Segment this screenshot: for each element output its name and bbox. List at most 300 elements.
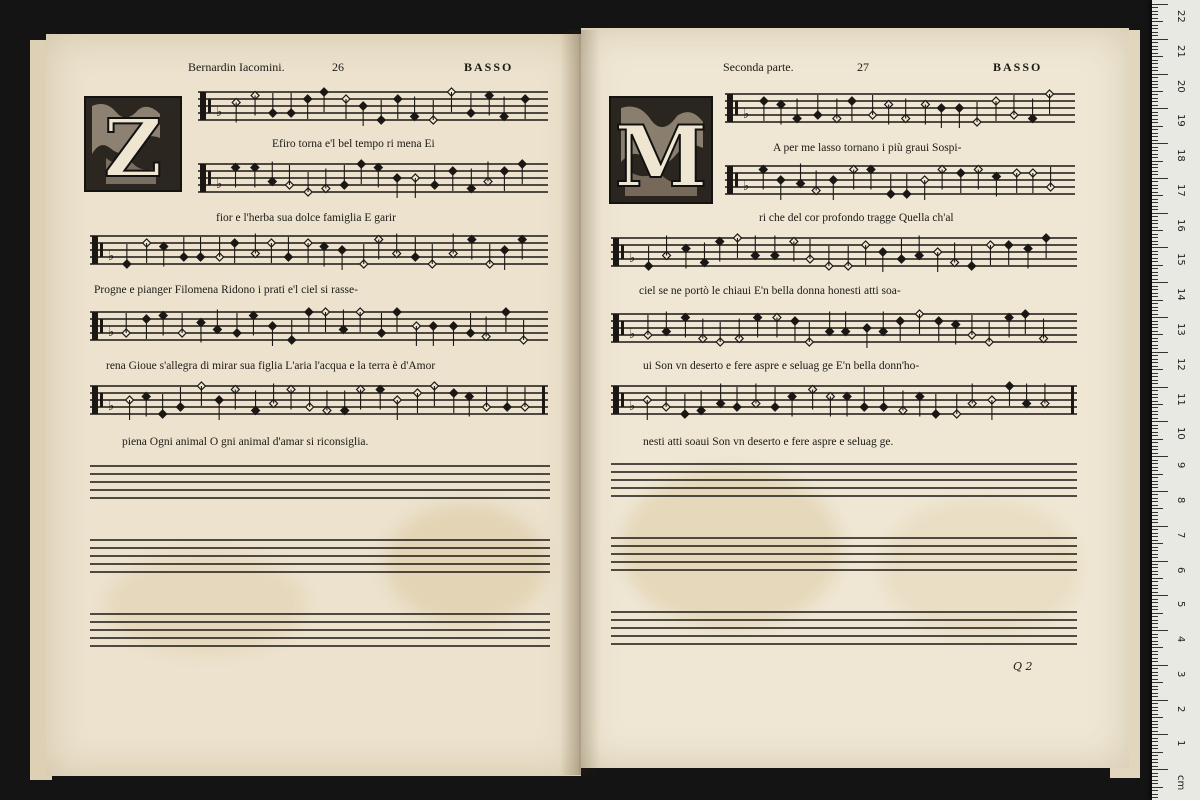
ruler-tick	[1152, 508, 1163, 509]
ruler-number: 2	[1175, 705, 1186, 713]
ruler-tick	[1152, 602, 1158, 603]
svg-text:♭: ♭	[743, 179, 750, 194]
ruler-tick	[1152, 644, 1158, 645]
ruler-tick	[1152, 501, 1158, 502]
ruler-tick	[1152, 366, 1158, 367]
book-gutter	[560, 30, 600, 775]
ruler-tick	[1152, 272, 1158, 273]
ruler-tick	[1152, 696, 1158, 697]
music-staff	[725, 160, 1075, 206]
ruler-number: 14	[1175, 288, 1186, 301]
ruler-tick	[1152, 463, 1158, 464]
ruler-tick	[1152, 216, 1158, 217]
ruler-number: 9	[1175, 462, 1186, 469]
ruler-tick	[1152, 620, 1158, 621]
ruler-tick	[1152, 609, 1158, 610]
ruler-tick	[1152, 686, 1158, 687]
ruler-tick	[1152, 425, 1158, 426]
ruler-tick	[1152, 63, 1158, 64]
ruler-tick	[1152, 411, 1158, 412]
ruler-tick	[1152, 341, 1158, 342]
ruler-tick	[1152, 237, 1158, 238]
ruler-tick	[1152, 345, 1158, 346]
lyric-line: rena Gioue s'allegra di mirar sua figlia L'aria l'acqua e la terra è d'Amor	[106, 360, 436, 372]
ruler-tick	[1152, 449, 1158, 450]
ruler-tick	[1152, 665, 1168, 666]
ruler-tick	[1152, 46, 1158, 47]
ruler-tick	[1152, 126, 1163, 127]
music-staff	[198, 158, 548, 204]
ruler-tick	[1152, 387, 1168, 388]
ruler-tick	[1152, 331, 1158, 332]
ruler-tick	[1152, 105, 1158, 106]
ruler-tick	[1152, 675, 1158, 676]
ruler-tick	[1152, 637, 1158, 638]
initial-letter-glyph: Z	[103, 101, 163, 190]
ruler-tick	[1152, 613, 1163, 614]
ruler-tick	[1152, 199, 1158, 200]
ruler-tick	[1152, 759, 1158, 760]
ruler-tick	[1152, 380, 1158, 381]
ruler-tick	[1152, 703, 1158, 704]
ruler-number: 1	[1175, 740, 1186, 747]
ruler-tick	[1152, 67, 1158, 68]
ruler-tick	[1152, 49, 1158, 50]
ruler-number: 21	[1175, 44, 1186, 58]
ruler-tick	[1152, 780, 1158, 781]
ruler-tick	[1152, 623, 1158, 624]
ruler-tick	[1152, 404, 1163, 405]
ruler-tick	[1152, 432, 1158, 433]
ruler-number: 17	[1175, 183, 1186, 197]
ruler-tick	[1152, 185, 1158, 186]
ruler-tick	[1152, 467, 1158, 468]
ruler-tick	[1152, 752, 1163, 753]
ruler-tick	[1152, 762, 1158, 763]
ruler-tick	[1152, 547, 1158, 548]
empty-staff	[90, 536, 550, 576]
ruler-tick	[1152, 494, 1158, 495]
ruler-tick	[1152, 98, 1158, 99]
ruler-tick	[1152, 394, 1158, 395]
ruler-tick	[1152, 616, 1158, 617]
ruler-tick	[1152, 300, 1163, 301]
ruler-number: 11	[1175, 392, 1186, 406]
ruler-tick	[1152, 540, 1158, 541]
ruler-tick	[1152, 171, 1158, 172]
lyric-line: nesti atti soaui Son vn deserto e fere aspre e seluag ge.	[643, 436, 894, 448]
ruler-number: 16	[1175, 218, 1186, 232]
music-staff	[90, 230, 548, 276]
left-page	[46, 34, 581, 776]
ruler-tick	[1152, 741, 1158, 742]
ruler-tick	[1152, 293, 1158, 294]
ruler-tick	[1152, 91, 1163, 92]
ruler-tick	[1152, 731, 1158, 732]
ruler-tick	[1152, 748, 1158, 749]
ruler-tick	[1152, 188, 1158, 189]
ruler-tick	[1152, 258, 1158, 259]
ruler-tick	[1152, 94, 1158, 95]
ruler-tick	[1152, 247, 1168, 248]
ruler-tick	[1152, 192, 1158, 193]
ruler-tick	[1152, 25, 1158, 26]
ruler-tick	[1152, 60, 1158, 61]
ruler-tick	[1152, 324, 1158, 325]
ruler-tick	[1152, 303, 1158, 304]
ruler-tick	[1152, 522, 1158, 523]
ruler-tick	[1152, 195, 1163, 196]
ruler-tick	[1152, 220, 1158, 221]
ruler-tick	[1152, 714, 1158, 715]
ruler-tick	[1152, 321, 1158, 322]
ruler-tick	[1152, 241, 1158, 242]
ruler-tick	[1152, 164, 1158, 165]
empty-staff	[90, 462, 550, 502]
ruler-tick	[1152, 661, 1158, 662]
ruler-tick	[1152, 140, 1158, 141]
ruler-tick	[1152, 428, 1158, 429]
ruler-tick	[1152, 213, 1168, 214]
ruler-tick	[1152, 18, 1158, 19]
ruler-tick	[1152, 7, 1158, 8]
ruler-tick	[1152, 641, 1158, 642]
lyric-line: A per me lasso tornano i più graui Sospi-	[773, 142, 962, 154]
ruler-tick	[1152, 567, 1158, 568]
music-staff	[90, 306, 548, 352]
ruler-tick	[1152, 35, 1158, 36]
ruler-tick	[1152, 206, 1158, 207]
ruler-tick	[1152, 28, 1158, 29]
lyric-line: ri che del cor profondo tragge Quella ch'al	[759, 212, 954, 224]
ruler-tick	[1152, 487, 1158, 488]
ruler-tick	[1152, 439, 1163, 440]
ruler-tick	[1152, 745, 1158, 746]
ruler-tick	[1152, 512, 1158, 513]
ruler-tick	[1152, 446, 1158, 447]
ruler-tick	[1152, 352, 1168, 353]
ruler-tick	[1152, 348, 1158, 349]
ruler-number: 8	[1175, 496, 1186, 504]
ruler-tick	[1152, 554, 1158, 555]
ruler-tick	[1152, 39, 1168, 40]
svg-text:♭: ♭	[108, 325, 115, 340]
ruler-tick	[1152, 755, 1158, 756]
ruler-tick	[1152, 334, 1163, 335]
ruler-tick	[1152, 53, 1158, 54]
lyric-line: piena Ogni animal O gni animal d'amar si riconsiglia.	[122, 436, 369, 448]
ruler-tick	[1152, 442, 1158, 443]
ruler-tick	[1152, 456, 1168, 457]
ruler-tick	[1152, 254, 1158, 255]
ruler-number: 7	[1175, 531, 1186, 539]
ruler-tick	[1152, 721, 1158, 722]
ruler-tick	[1152, 693, 1158, 694]
ruler-tick	[1152, 717, 1163, 718]
ruler-tick	[1152, 56, 1163, 57]
ruler-tick	[1152, 359, 1158, 360]
ruler-tick	[1152, 529, 1158, 530]
ruler-tick	[1152, 710, 1158, 711]
ruler-tick	[1152, 421, 1168, 422]
ruler-number: 22	[1175, 10, 1186, 23]
ruler-number: cm	[1175, 775, 1186, 791]
ruler-tick	[1152, 108, 1168, 109]
lyric-line: Progne e pianger Filomena Ridono i prati e'l ciel si rasse-	[94, 284, 358, 296]
ruler-tick	[1152, 418, 1158, 419]
svg-text:♭: ♭	[629, 327, 636, 342]
ruler-number: 5	[1175, 601, 1186, 608]
ruler-tick	[1152, 738, 1158, 739]
ruler-tick	[1152, 724, 1158, 725]
page-number: 27	[857, 60, 869, 74]
ruler-tick	[1152, 651, 1158, 652]
ruler-tick	[1152, 634, 1158, 635]
lyric-line: ui Son vn deserto e fere aspre e seluag ge E'n bella donn'ho-	[643, 360, 920, 372]
ruler-tick	[1152, 167, 1158, 168]
ruler-tick	[1152, 101, 1158, 102]
ruler-tick	[1152, 414, 1158, 415]
ruler-tick	[1152, 161, 1163, 162]
ruler-tick	[1152, 654, 1158, 655]
ruler-tick	[1152, 595, 1168, 596]
ruler-tick	[1152, 74, 1168, 75]
ruler-tick	[1152, 234, 1158, 235]
ruler-tick	[1152, 797, 1158, 798]
music-staff	[198, 86, 548, 132]
ruler-tick	[1152, 783, 1158, 784]
empty-staff	[611, 608, 1077, 648]
ruler-tick	[1152, 310, 1158, 311]
lyric-line: fior e l'herba sua dolce famiglia E garir	[216, 212, 396, 224]
ruler-tick	[1152, 543, 1163, 544]
music-staff	[90, 380, 548, 426]
ruler-tick	[1152, 700, 1168, 701]
ruler-number: 13	[1175, 323, 1186, 336]
ruler-tick	[1152, 21, 1163, 22]
running-head-composer: Bernardin Iacomini.	[188, 60, 285, 74]
ruler-tick	[1152, 630, 1168, 631]
ruler-tick	[1152, 129, 1158, 130]
running-head-title: Seconda parte.	[723, 60, 794, 74]
ruler-tick	[1152, 790, 1158, 791]
ruler-tick	[1152, 435, 1158, 436]
ruler-number: 20	[1175, 79, 1186, 93]
ruler-tick	[1152, 453, 1158, 454]
ruler-tick	[1152, 84, 1158, 85]
signature-mark: Q 2	[1013, 660, 1033, 673]
ruler-tick	[1152, 794, 1158, 795]
music-staff	[611, 308, 1077, 354]
ruler-tick	[1152, 317, 1168, 318]
ruler-tick	[1152, 672, 1158, 673]
ruler-tick	[1152, 668, 1158, 669]
ruler-tick	[1152, 355, 1158, 356]
ruler-tick	[1152, 4, 1168, 5]
music-staff	[611, 380, 1077, 426]
ruler-tick	[1152, 581, 1158, 582]
part-name: BASSO	[993, 60, 1043, 74]
ruler-number: 10	[1175, 427, 1186, 441]
ruler-tick	[1152, 42, 1158, 43]
ruler-tick	[1152, 181, 1158, 182]
ruler-tick	[1152, 491, 1168, 492]
ruler-tick	[1152, 647, 1163, 648]
ruler-tick	[1152, 383, 1158, 384]
lyric-line: ciel se ne portò le chiaui E'n bella donna honesti atti soa-	[639, 285, 901, 297]
right-page	[581, 28, 1129, 768]
ruler-tick	[1152, 588, 1158, 589]
ruler-tick	[1152, 202, 1158, 203]
ruler-tick	[1152, 268, 1158, 269]
ruler-tick	[1152, 574, 1158, 575]
music-staff	[725, 88, 1075, 134]
ruler-tick	[1152, 376, 1158, 377]
ruler-tick	[1152, 679, 1158, 680]
ruler-tick	[1152, 154, 1158, 155]
ruler-tick	[1152, 707, 1158, 708]
ruler-tick	[1152, 773, 1158, 774]
ruler-tick	[1152, 498, 1158, 499]
ruler-tick	[1152, 122, 1158, 123]
decorated-initial	[609, 96, 713, 204]
svg-text:♭: ♭	[743, 107, 750, 122]
ruler-tick	[1152, 397, 1158, 398]
ruler-tick	[1152, 390, 1158, 391]
ruler-tick	[1152, 474, 1163, 475]
ruler-tick	[1152, 282, 1168, 283]
ruler-tick	[1152, 599, 1158, 600]
ruler-tick	[1152, 557, 1158, 558]
ruler-tick	[1152, 230, 1163, 231]
ruler-tick	[1152, 11, 1158, 12]
ruler-tick	[1152, 32, 1158, 33]
ruler-tick	[1152, 689, 1158, 690]
ruler-tick	[1152, 515, 1158, 516]
ruler-tick	[1152, 477, 1158, 478]
ruler-tick	[1152, 373, 1158, 374]
ruler-tick	[1152, 14, 1158, 15]
ruler-tick	[1152, 178, 1168, 179]
lyric-line: Efiro torna e'l bel tempo ri mena Ei	[272, 138, 435, 150]
ruler-tick	[1152, 460, 1158, 461]
ruler-tick	[1152, 550, 1158, 551]
empty-staff	[90, 610, 550, 650]
ruler-tick	[1152, 244, 1158, 245]
ruler-tick	[1152, 296, 1158, 297]
ruler-tick	[1152, 787, 1163, 788]
initial-letter-glyph: M	[614, 107, 708, 202]
ruler-number: 3	[1175, 670, 1186, 678]
music-staff	[611, 232, 1077, 278]
ruler-tick	[1152, 223, 1158, 224]
ruler-number: 4	[1175, 636, 1186, 643]
empty-staff	[611, 460, 1077, 500]
ruler-tick	[1152, 70, 1158, 71]
ruler-tick	[1152, 682, 1163, 683]
ruler-tick	[1152, 734, 1168, 735]
ruler-tick	[1152, 327, 1158, 328]
page-number: 26	[332, 60, 344, 74]
ruler-tick	[1152, 769, 1168, 770]
ruler-tick	[1152, 143, 1168, 144]
ruler-tick	[1152, 338, 1158, 339]
ruler-tick	[1152, 275, 1158, 276]
ruler-tick	[1152, 119, 1158, 120]
ruler-tick	[1152, 571, 1158, 572]
ruler-tick	[1152, 519, 1158, 520]
ruler-number: 18	[1175, 149, 1186, 162]
svg-text:♭: ♭	[629, 251, 636, 266]
ruler-tick	[1152, 265, 1163, 266]
ruler-tick	[1152, 251, 1158, 252]
svg-text:♭: ♭	[629, 399, 636, 414]
ruler-tick	[1152, 766, 1158, 767]
ruler-tick	[1152, 147, 1158, 148]
part-name: BASSO	[464, 60, 514, 74]
ruler-tick	[1152, 87, 1158, 88]
ruler-tick	[1152, 279, 1158, 280]
decorated-initial	[84, 96, 182, 192]
ruler-number: 12	[1175, 357, 1186, 371]
ruler-tick	[1152, 289, 1158, 290]
ruler-tick	[1152, 209, 1158, 210]
svg-text:♭: ♭	[216, 177, 223, 192]
empty-staff	[611, 534, 1077, 574]
svg-text:♭: ♭	[108, 399, 115, 414]
ruler-tick	[1152, 606, 1158, 607]
ruler-tick	[1152, 578, 1163, 579]
ruler-tick	[1152, 407, 1158, 408]
ruler-tick	[1152, 136, 1158, 137]
ruler-tick	[1152, 505, 1158, 506]
ruler-tick	[1152, 362, 1158, 363]
ruler-tick	[1152, 658, 1158, 659]
ruler-tick	[1152, 526, 1168, 527]
ruler-tick	[1152, 484, 1158, 485]
ruler-tick	[1152, 564, 1158, 565]
ruler-tick	[1152, 174, 1158, 175]
ruler-tick	[1152, 776, 1158, 777]
ruler-tick	[1152, 401, 1158, 402]
ruler-number: 15	[1175, 253, 1186, 267]
ruler-tick	[1152, 585, 1158, 586]
ruler-number: 6	[1175, 566, 1186, 573]
ruler-tick	[1152, 727, 1158, 728]
ruler-tick	[1152, 157, 1158, 158]
ruler-number: 19	[1175, 114, 1186, 128]
ruler-tick	[1152, 227, 1158, 228]
ruler-tick	[1152, 112, 1158, 113]
ruler-tick	[1152, 561, 1168, 562]
ruler-tick	[1152, 133, 1158, 134]
ruler-tick	[1152, 115, 1158, 116]
ruler-tick	[1152, 369, 1163, 370]
ruler-tick	[1152, 261, 1158, 262]
ruler-tick	[1152, 77, 1158, 78]
ruler-tick	[1152, 592, 1158, 593]
ruler-tick	[1152, 286, 1158, 287]
ruler-tick	[1152, 627, 1158, 628]
ruler-tick	[1152, 81, 1158, 82]
ruler-tick	[1152, 533, 1158, 534]
ruler-tick	[1152, 470, 1158, 471]
ruler-tick	[1152, 307, 1158, 308]
ruler-tick	[1152, 481, 1158, 482]
ruler-tick	[1152, 150, 1158, 151]
measuring-ruler	[1152, 0, 1200, 800]
ruler-tick	[1152, 314, 1158, 315]
